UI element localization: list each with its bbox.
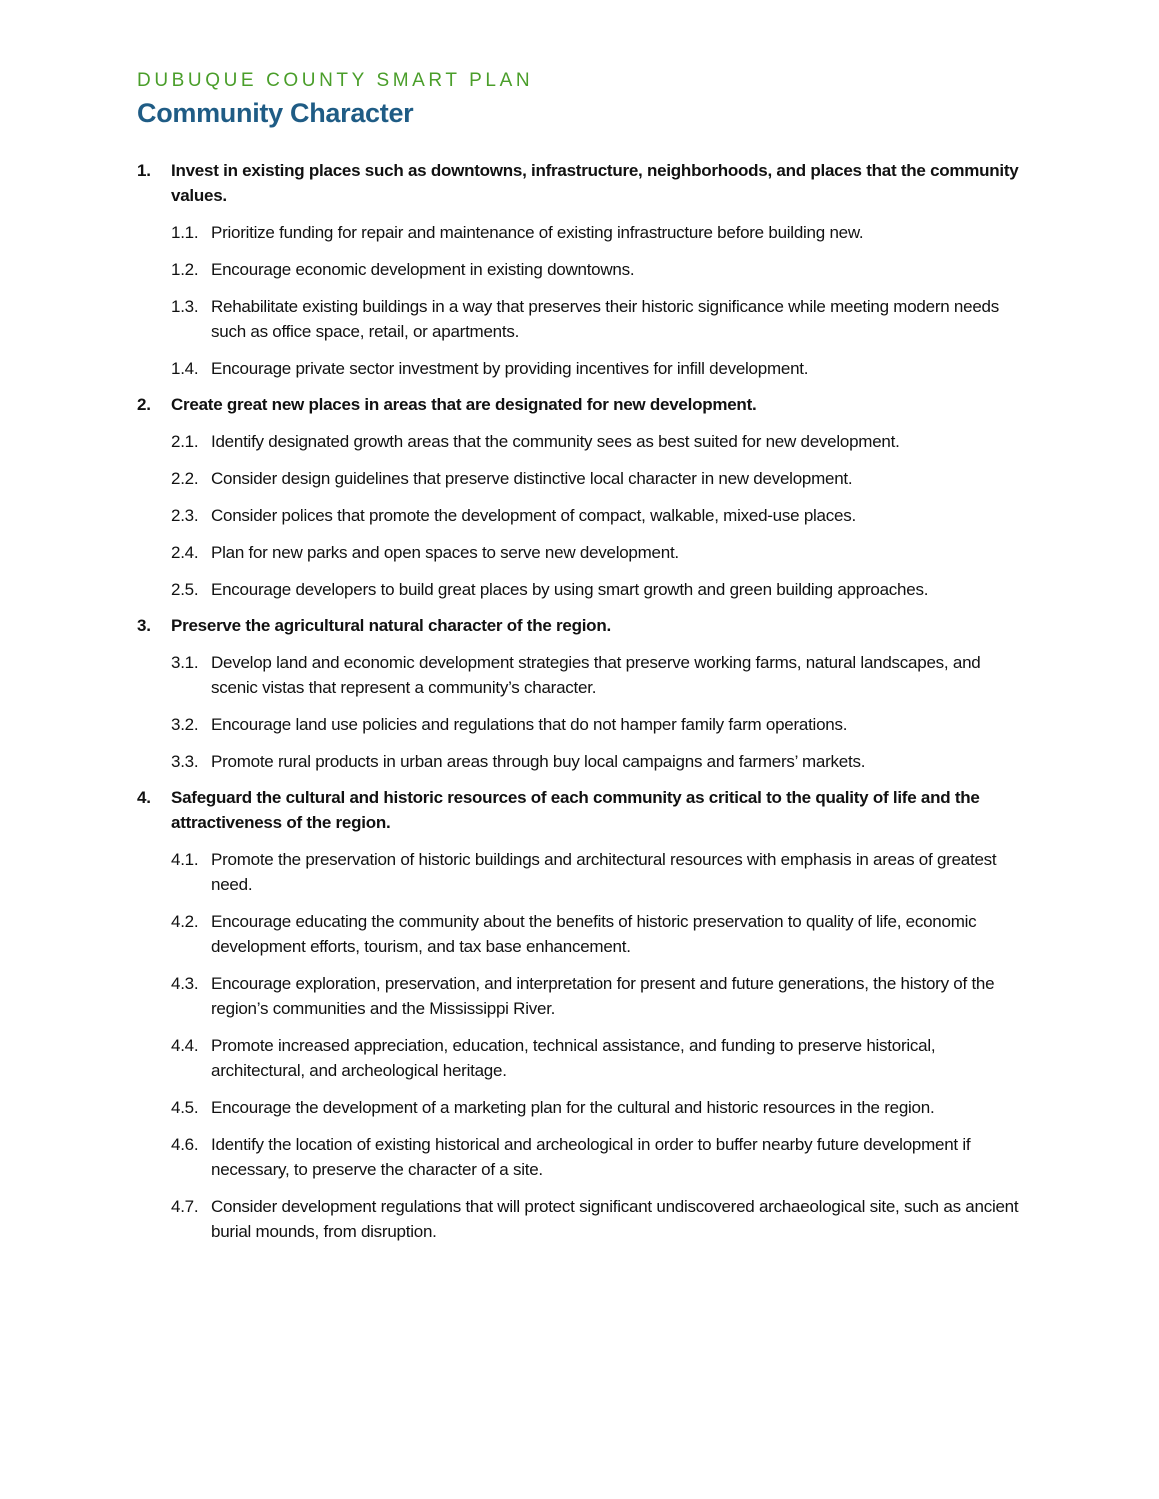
policy-item-text: Promote the preservation of historic buildings and architectural resources with emphasis in areas of greatest need. — [211, 850, 997, 894]
policy-item-text: Encourage private sector investment by providing incentives for infill development. — [211, 359, 809, 378]
policy-item — [171, 466, 1037, 491]
goal-item-text: Preserve the agricultural natural character of the region. — [171, 616, 611, 635]
goal-item-number: 3. — [137, 616, 151, 635]
goal-item — [137, 785, 1037, 835]
goal-item-text: Invest in existing places such as downtowns, infrastructure, neighborhoods, and places that the community values. — [171, 161, 1019, 205]
policy-item — [171, 909, 1037, 959]
policy-item-text: Promote rural products in urban areas through buy local campaigns and farmers’ markets. — [211, 752, 866, 771]
policy-item — [171, 847, 1037, 897]
policy-item-text: Encourage developers to build great places by using smart growth and green building approaches. — [211, 580, 929, 599]
goal-item — [137, 613, 1037, 638]
policy-item-number: 3.3. — [171, 752, 199, 771]
policy-item-text: Encourage the development of a marketing plan for the cultural and historic resources in the region. — [211, 1098, 935, 1117]
policy-item-text: Identify designated growth areas that the community sees as best suited for new development. — [211, 432, 900, 451]
policy-item — [171, 257, 1037, 282]
policy-item-number: 3.2. — [171, 715, 199, 734]
policy-item-number: 4.6. — [171, 1135, 199, 1154]
policy-item-text: Rehabilitate existing buildings in a way that preserves their historic significance while meeting modern needs such as office space, retail, or apartments. — [211, 297, 999, 341]
policy-item — [171, 503, 1037, 528]
policy-item-text: Consider development regulations that will protect significant undiscovered archaeological site, such as ancient burial mounds, from disruption. — [211, 1197, 1019, 1241]
policy-item-number: 2.5. — [171, 580, 199, 599]
policy-item-text: Develop land and economic development strategies that preserve working farms, natural landscapes, and scenic vistas that represent a community’s character. — [211, 653, 981, 697]
goal-item-text: Create great new places in areas that are designated for new development. — [171, 395, 757, 414]
goal-item-number: 2. — [137, 395, 151, 414]
policy-item — [171, 356, 1037, 381]
policy-item-number: 1.3. — [171, 297, 199, 316]
policy-item-number: 3.1. — [171, 653, 199, 672]
goal-list — [137, 158, 1037, 1244]
policy-item — [171, 1033, 1037, 1083]
goal-item-text: Safeguard the cultural and historic resources of each community as critical to the quality of life and the attractiveness of the region. — [171, 788, 980, 832]
policy-item-number: 4.1. — [171, 850, 199, 869]
page-title: Community Character — [137, 98, 414, 128]
policy-item — [171, 712, 1037, 737]
policy-item-number: 4.3. — [171, 974, 199, 993]
policy-item — [171, 1095, 1037, 1120]
goal-item-number: 1. — [137, 161, 151, 180]
policy-item — [171, 749, 1037, 774]
policy-item-number: 4.4. — [171, 1036, 199, 1055]
policy-item-number: 4.5. — [171, 1098, 199, 1117]
policy-item — [171, 1194, 1037, 1244]
policy-item-text: Encourage exploration, preservation, and interpretation for present and future generations, the history of the region’s communities and the Mississippi River. — [211, 974, 995, 1018]
policy-item — [171, 429, 1037, 454]
policy-item — [171, 294, 1037, 344]
policy-item — [171, 220, 1037, 245]
policy-item-number: 4.7. — [171, 1197, 199, 1216]
policy-item-number: 1.4. — [171, 359, 199, 378]
policy-item-number: 2.3. — [171, 506, 199, 525]
policy-item — [171, 971, 1037, 1021]
policy-item-text: Encourage land use policies and regulations that do not hamper family farm operations. — [211, 715, 848, 734]
policy-item-text: Plan for new parks and open spaces to serve new development. — [211, 543, 679, 562]
policy-item-text: Prioritize funding for repair and maintenance of existing infrastructure before building new. — [211, 223, 864, 242]
goal-item — [137, 158, 1037, 208]
policy-item — [171, 650, 1037, 700]
goal-item — [137, 392, 1037, 417]
policy-item — [171, 1132, 1037, 1182]
policy-item — [171, 577, 1037, 602]
policy-item-text: Encourage economic development in existing downtowns. — [211, 260, 635, 279]
document-kicker: DUBUQUE COUNTY SMART PLAN — [137, 70, 534, 91]
policy-item-number: 2.1. — [171, 432, 199, 451]
policy-item-text: Encourage educating the community about the benefits of historic preservation to quality of life, economic development efforts, tourism, and tax base enhancement. — [211, 912, 977, 956]
policy-item-number: 2.4. — [171, 543, 199, 562]
policy-item-number: 4.2. — [171, 912, 199, 931]
policy-item-number: 2.2. — [171, 469, 199, 488]
policy-item-number: 1.2. — [171, 260, 199, 279]
policy-item — [171, 540, 1037, 565]
policy-item-number: 1.1. — [171, 223, 199, 242]
policy-item-text: Promote increased appreciation, education, technical assistance, and funding to preserve historical, architectural, and archeological heritage. — [211, 1036, 936, 1080]
policy-item-text: Consider design guidelines that preserve distinctive local character in new development. — [211, 469, 853, 488]
policy-item-text: Identify the location of existing historical and archeological in order to buffer nearby future development if necessary, to preserve the character of a site. — [211, 1135, 971, 1179]
policy-item-text: Consider polices that promote the development of compact, walkable, mixed-use places. — [211, 506, 856, 525]
goal-item-number: 4. — [137, 788, 151, 807]
